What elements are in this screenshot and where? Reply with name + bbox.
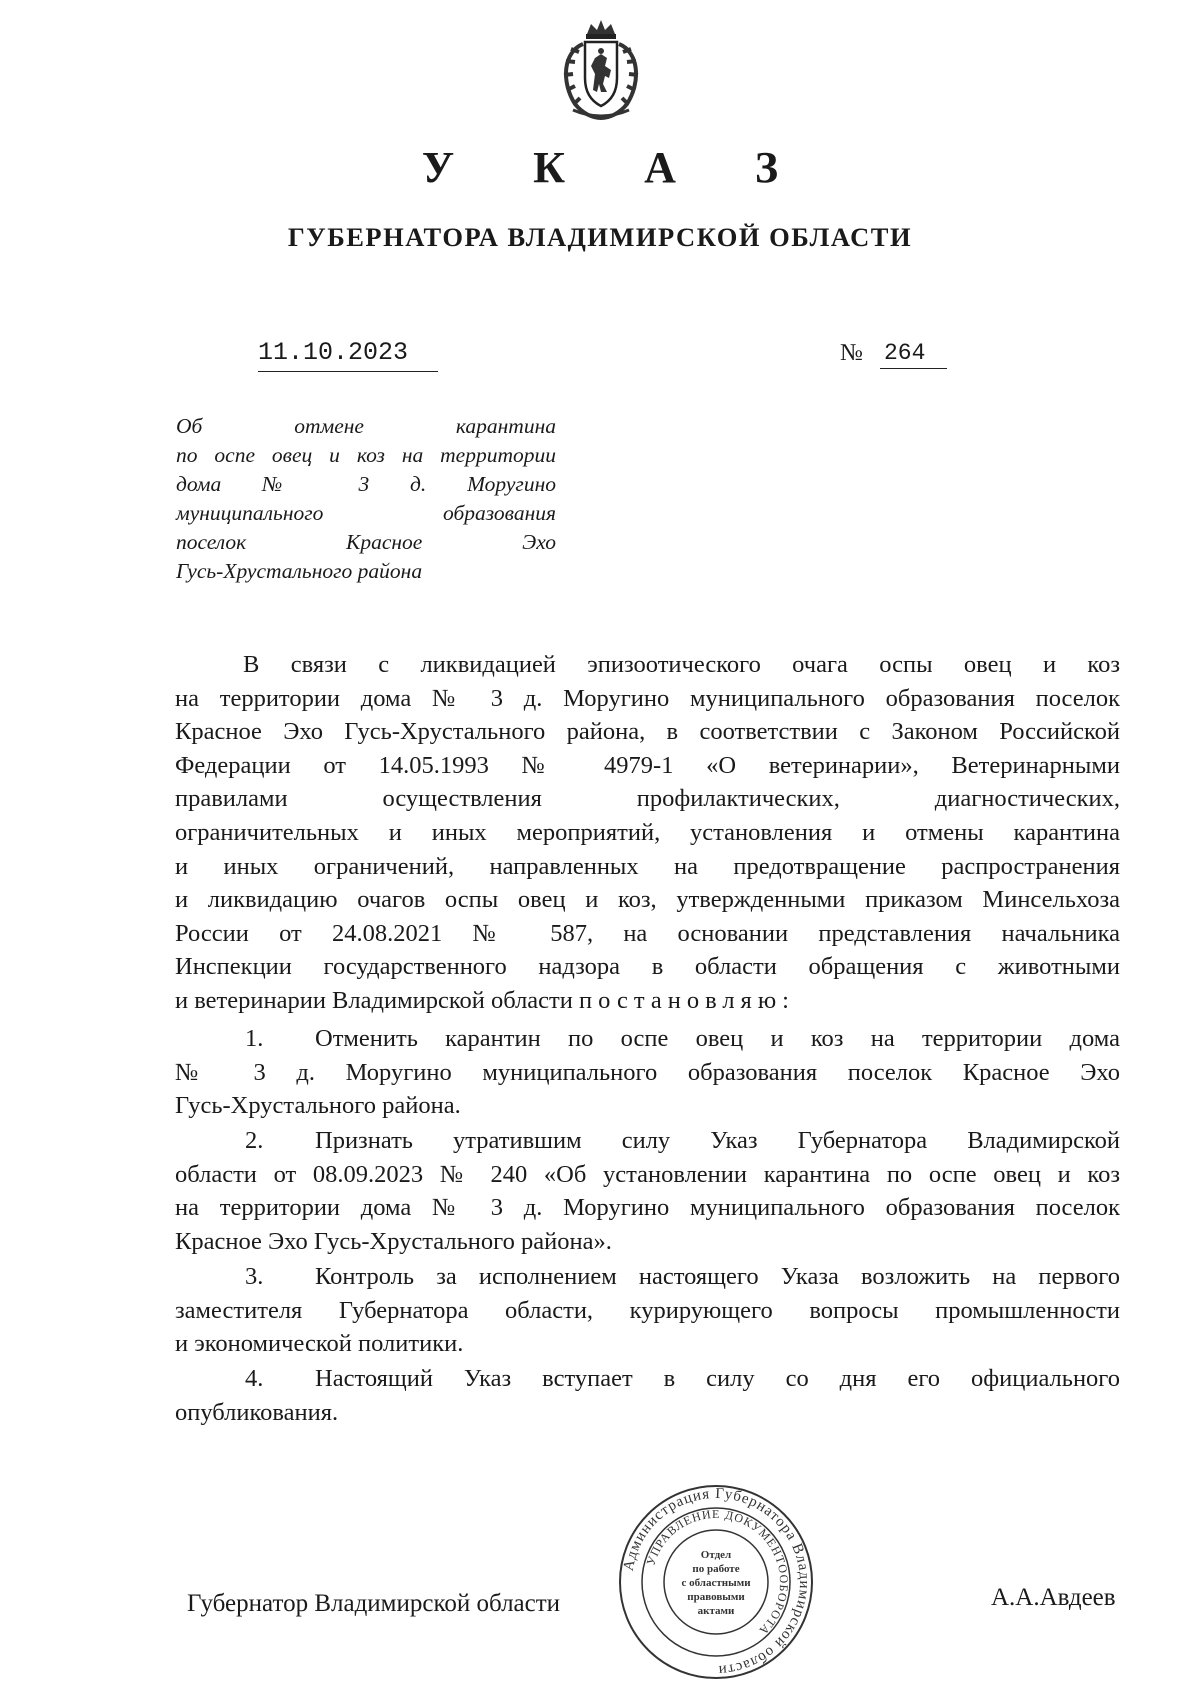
stamp-center-line: правовыми xyxy=(687,1591,745,1603)
preamble-line: Красное Эхо Гусь-Хрустального района, в соответствии с Законом Российской xyxy=(175,718,1120,746)
item-text: Признать утратившим силу Указ Губернатора Владимирской xyxy=(315,1127,1120,1154)
item-4 xyxy=(175,1362,1120,1429)
subject-line: по оспе овец и коз на территории xyxy=(176,443,556,467)
item-line: Гусь-Хрустального района. xyxy=(175,1092,461,1120)
stamp-center-line: по работе xyxy=(692,1563,740,1575)
preamble-last-line xyxy=(175,984,1120,1018)
preamble-line: России от 24.08.2021 № 587, на основании представления начальника xyxy=(175,919,1120,947)
decree-number: 264 xyxy=(880,340,947,369)
item-first-line xyxy=(175,1260,1120,1294)
stamp-outer-text: Администрация Губернатора Владимирской области xyxy=(620,1485,813,1679)
stamp-center-line: Отдел xyxy=(700,1549,732,1561)
item-line: заместителя Губернатора области, курирующего вопросы промышленности xyxy=(175,1296,1120,1324)
decree-date: 11.10.2023 xyxy=(258,338,438,372)
item-first-line xyxy=(175,1022,1120,1056)
item-number: 2. xyxy=(245,1127,264,1154)
item-text: Настоящий Указ вступает в силу со дня его официального xyxy=(315,1365,1120,1392)
stamp-center-line: актами xyxy=(697,1605,735,1617)
document-title: У К А З xyxy=(421,143,813,192)
preamble-line: на территории дома № 3 д. Моругино муниципального образования поселок xyxy=(175,684,1120,712)
item-number: 3. xyxy=(245,1263,264,1290)
preamble-line: и ликвидацию очагов оспы овец и коз, утвержденными приказом Минсельхоза xyxy=(175,886,1120,914)
subject-line: дома № 3 д. Моругино xyxy=(176,472,556,496)
item-line: области от 08.09.2023 № 240 «Об установлении карантина по оспе овец и коз xyxy=(175,1160,1120,1188)
item-line: Красное Эхо Гусь-Хрустального района». xyxy=(175,1227,612,1255)
item-text: Контроль за исполнением настоящего Указа возложить на первого xyxy=(315,1263,1120,1290)
item-first-line xyxy=(175,1362,1120,1396)
item-line: и экономической политики. xyxy=(175,1330,464,1358)
preamble-line: Инспекции государственного надзора в области обращения с животными xyxy=(175,953,1120,981)
decree-keyword: постановляю: xyxy=(579,986,795,1014)
item-number: 4. xyxy=(245,1365,264,1392)
item-1 xyxy=(175,1022,1120,1123)
preamble-line: и иных ограничений, направленных на предотвращение распространения xyxy=(175,852,1120,880)
official-stamp-icon xyxy=(616,1482,816,1682)
item-number: 1. xyxy=(245,1025,264,1052)
item-text: Отменить карантин по оспе овец и коз на территории дома xyxy=(315,1025,1120,1052)
document-subtitle: ГУБЕРНАТОРА ВЛАДИМИРСКОЙ ОБЛАСТИ xyxy=(287,222,913,252)
coat-of-arms-icon xyxy=(553,18,649,122)
item-line: на территории дома № 3 д. Моругино муниципального образования поселок xyxy=(175,1194,1120,1222)
signature-position: Губернатор Владимирской области xyxy=(187,1590,561,1617)
preamble-line: правилами осуществления профилактических, диагностических, xyxy=(175,785,1120,813)
number-sign: № xyxy=(840,340,863,366)
decree-subject xyxy=(176,412,556,586)
subject-line: поселок Красное Эхо xyxy=(176,530,556,554)
item-line: № 3 д. Моругино муниципального образования поселок Красное Эхо xyxy=(175,1058,1120,1086)
item-2 xyxy=(175,1124,1120,1258)
item-3 xyxy=(175,1260,1120,1361)
item-line: опубликования. xyxy=(175,1398,339,1426)
preamble-line-prefix: и ветеринарии Владимирской области xyxy=(175,986,579,1014)
stamp-center-line: с областными xyxy=(681,1577,751,1589)
subject-line: муниципального образования xyxy=(176,501,556,525)
preamble-line: Федерации от 14.05.1993 № 4979-1 «О ветеринарии», Ветеринарными xyxy=(175,751,1120,779)
subject-line: Об отмене карантина xyxy=(176,414,556,438)
item-first-line xyxy=(175,1124,1120,1158)
preamble-line: В связи с ликвидацией эпизоотического очага оспы овец и коз xyxy=(243,651,1120,678)
subject-line: Гусь-Хрустального района xyxy=(176,559,423,583)
signature-name: А.А.Авдеев xyxy=(991,1584,1116,1611)
stamp-inner-text: УПРАВЛЕНИЕ ДОКУМЕНТООБОРОТА xyxy=(643,1506,792,1639)
preamble-line: ограничительных и иных мероприятий, установления и отмены карантина xyxy=(175,818,1120,846)
preamble-paragraph xyxy=(175,648,1120,1018)
